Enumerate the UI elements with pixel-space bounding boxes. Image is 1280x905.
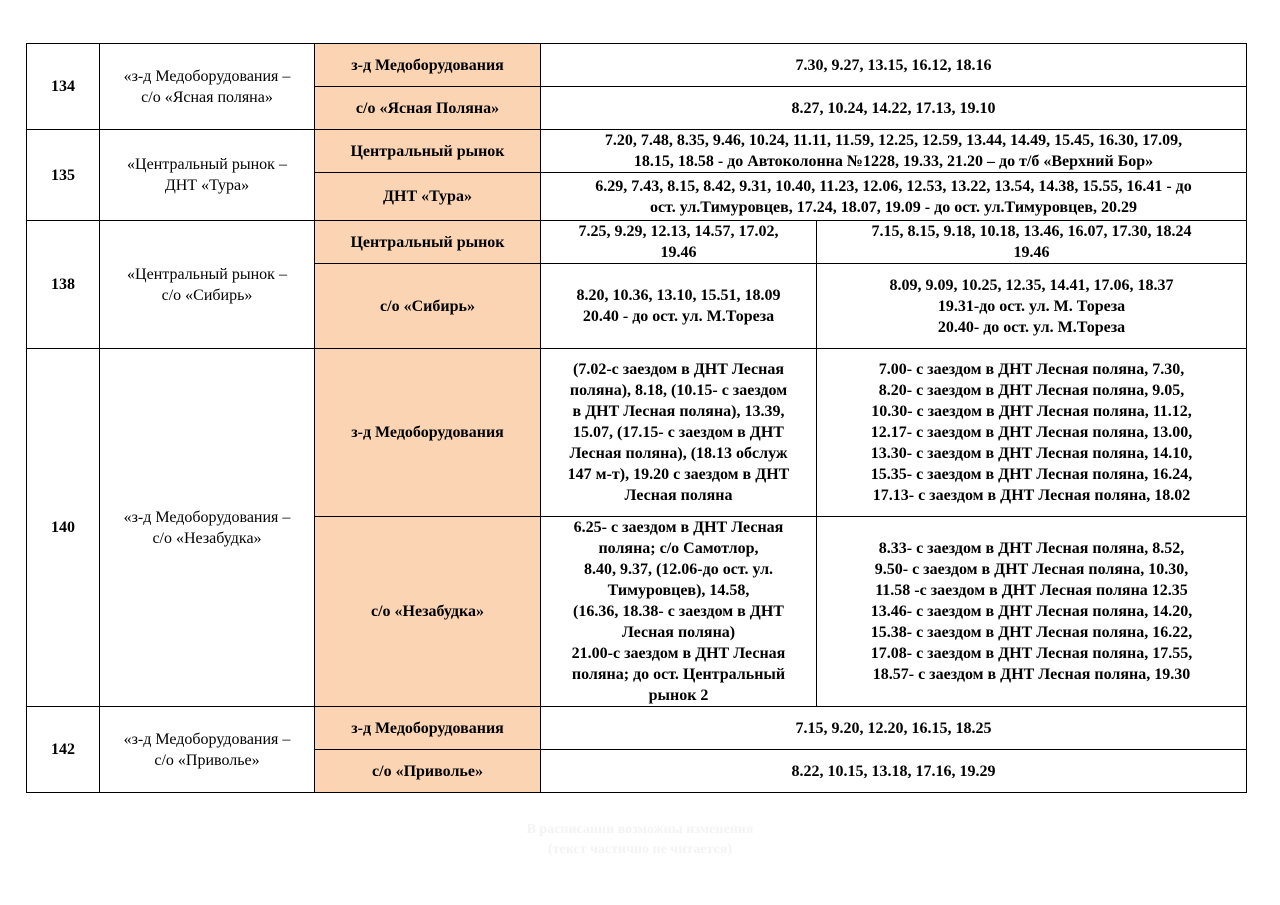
faded-footnote: В расписании возможны изменения (текст частично не читается): [526, 822, 754, 857]
stop-name: с/о «Сибирь»: [315, 264, 541, 349]
route-name: «Центральный рынок – с/о «Сибирь»: [100, 221, 315, 349]
stop-name: з-д Медоборудования: [315, 349, 541, 517]
departure-times-b: 8.09, 9.09, 10.25, 12.35, 14.41, 17.06, 18.37 19.31-до ост. ул. М. Тореза 20.40- до ост. ул. М.Тореза: [817, 264, 1247, 349]
stop-name: с/о «Ясная Поляна»: [315, 87, 541, 130]
departure-times-b: 7.00- с заездом в ДНТ Лесная поляна, 7.30, 8.20- с заездом в ДНТ Лесная поляна, 9.05, 10.30- с заездом в ДНТ Лесная поляна, 11.12, 12.17- с заездом в ДНТ Лесная поляна, 13.00, 13.30- с заездом в ДНТ Лесная поляна, 14.10, 15.35- с заездом в ДНТ Лесная поляна, 16.24, 17.13- с заездом в ДНТ Лесная поляна, 18.02: [817, 349, 1247, 517]
schedule-table: [26, 43, 1247, 793]
departure-times-a: 8.20, 10.36, 13.10, 15.51, 18.09 20.40 - до ост. ул. М.Тореза: [541, 264, 817, 349]
table-row: [27, 221, 1247, 264]
route-name: «з-д Медоборудования – с/о «Ясная поляна»: [100, 44, 315, 130]
route-number: 135: [27, 130, 100, 221]
departure-times-a: (7.02-с заездом в ДНТ Лесная поляна), 8.18, (10.15- с заездом в ДНТ Лесная поляна), 13.39, 15.07, (17.15- с заездом в ДНТ Лесная поляна), (18.13 обслуж 147 м-т), 19.20 с заездом в ДНТ Лесная поляна: [541, 349, 817, 517]
departure-times-b: 7.15, 8.15, 9.18, 10.18, 13.46, 16.07, 17.30, 18.24 19.46: [817, 221, 1247, 264]
table-row: [27, 130, 1247, 173]
departure-times: 8.22, 10.15, 13.18, 17.16, 19.29: [541, 750, 1247, 793]
route-number: 142: [27, 707, 100, 793]
stop-name: с/о «Приволье»: [315, 750, 541, 793]
departure-times-a: 7.25, 9.29, 12.13, 14.57, 17.02, 19.46: [541, 221, 817, 264]
stop-name: з-д Медоборудования: [315, 44, 541, 87]
stop-name: Центральный рынок: [315, 221, 541, 264]
route-number: 140: [27, 349, 100, 707]
stop-name: ДНТ «Тура»: [315, 173, 541, 221]
route-number: 134: [27, 44, 100, 130]
stop-name: с/о «Незабудка»: [315, 517, 541, 707]
departure-times: 8.27, 10.24, 14.22, 17.13, 19.10: [541, 87, 1247, 130]
route-name: «з-д Медоборудования – с/о «Незабудка»: [100, 349, 315, 707]
table-row: [27, 349, 1247, 517]
departure-times-a: 6.25- с заездом в ДНТ Лесная поляна; с/о Самотлор, 8.40, 9.37, (12.06-до ост. ул. Тимуровцев), 14.58, (16.36, 18.38- с заездом в ДНТ Лесная поляна) 21.00-с заездом в ДНТ Лесная поляна; до ост. Центральный рынок 2: [541, 517, 817, 707]
route-name: «Центральный рынок – ДНТ «Тура»: [100, 130, 315, 221]
departure-times: 7.15, 9.20, 12.20, 16.15, 18.25: [541, 707, 1247, 750]
table-row: [27, 707, 1247, 750]
table-row: [27, 44, 1247, 87]
departure-times-b: 8.33- с заездом в ДНТ Лесная поляна, 8.52, 9.50- с заездом в ДНТ Лесная поляна, 10.30, 11.58 -с заездом в ДНТ Лесная поляна 12.35 13.46- с заездом в ДНТ Лесная поляна, 14.20, 15.38- с заездом в ДНТ Лесная поляна, 16.22, 17.08- с заездом в ДНТ Лесная поляна, 17.55, 18.57- с заездом в ДНТ Лесная поляна, 19.30: [817, 517, 1247, 707]
stop-name: з-д Медоборудования: [315, 707, 541, 750]
departure-times: 6.29, 7.43, 8.15, 8.42, 9.31, 10.40, 11.23, 12.06, 12.53, 13.22, 13.54, 14.38, 15.55, 16.41 - до ост. ул.Тимуровцев, 17.24, 18.07, 19.09 - до ост. ул.Тимуровцев, 20.29: [541, 173, 1247, 221]
route-number: 138: [27, 221, 100, 349]
route-name: «з-д Медоборудования – с/о «Приволье»: [100, 707, 315, 793]
departure-times: 7.20, 7.48, 8.35, 9.46, 10.24, 11.11, 11.59, 12.25, 12.59, 13.44, 14.49, 15.45, 16.30, 17.09, 18.15, 18.58 - до Автоколонна №1228, 19.33, 21.20 – до т/б «Верхний Бор»: [541, 130, 1247, 173]
departure-times: 7.30, 9.27, 13.15, 16.12, 18.16: [541, 44, 1247, 87]
stop-name: Центральный рынок: [315, 130, 541, 173]
